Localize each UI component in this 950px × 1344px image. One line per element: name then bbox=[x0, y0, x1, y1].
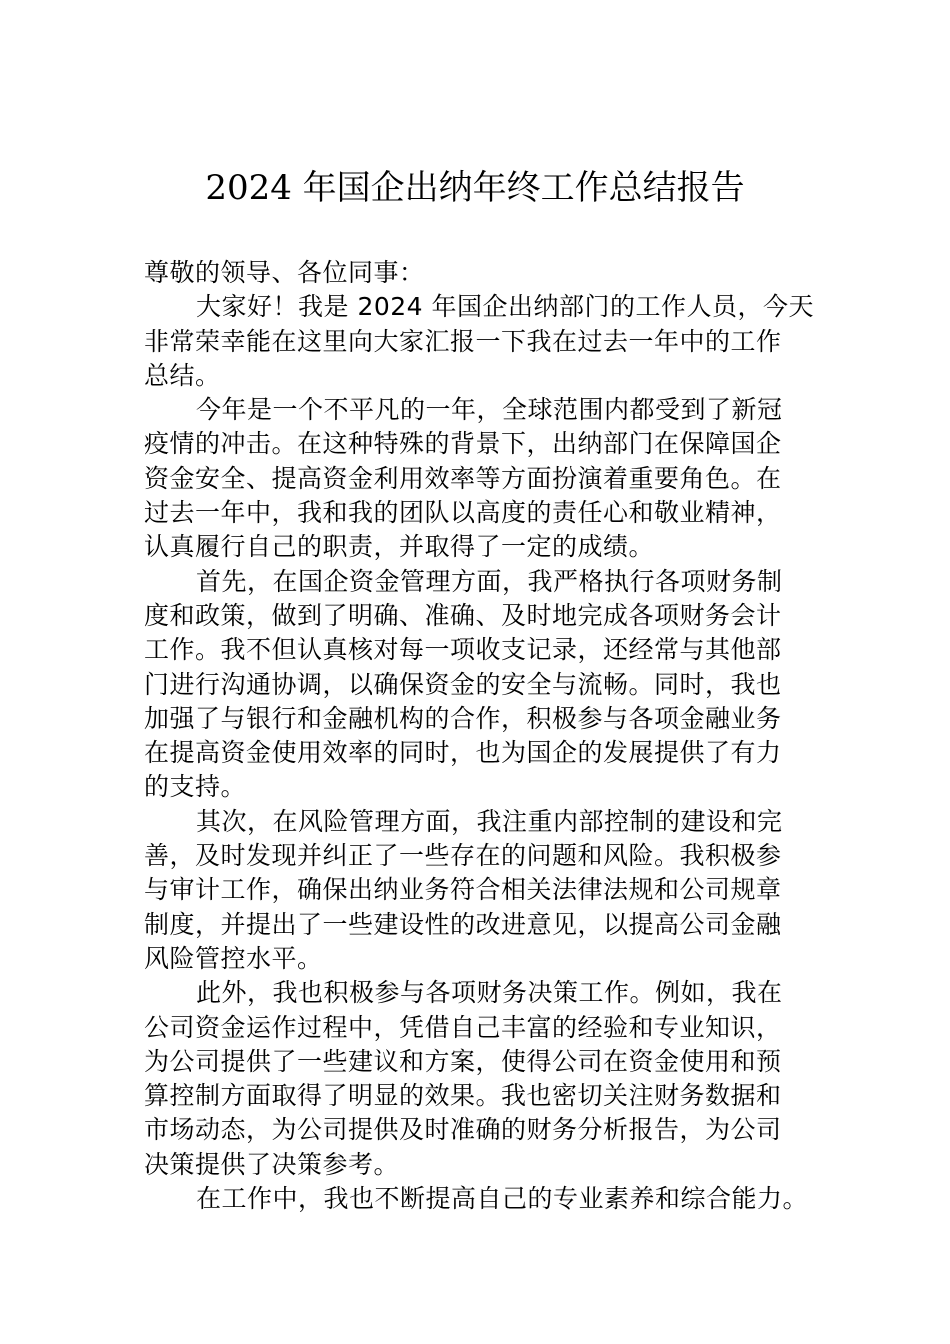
paragraph-line: 大家好！我是 2024 年国企出纳部门的工作人员，今天 bbox=[196, 292, 815, 322]
paragraph bbox=[144, 290, 824, 393]
paragraph-line: 度和政策，做到了明确、准确、及时地完成各项财务会计 bbox=[144, 600, 782, 630]
paragraph-line: 为公司提供了一些建议和方案，使得公司在资金使用和预 bbox=[144, 1046, 782, 1076]
paragraph-line: 与审计工作，确保出纳业务符合相关法律法规和公司规章 bbox=[144, 875, 782, 905]
paragraph-line: 总结。 bbox=[144, 360, 221, 390]
paragraph-line: 风险管控水平。 bbox=[144, 943, 323, 973]
paragraph-line: 其次，在风险管理方面，我注重内部控制的建设和完 bbox=[196, 806, 783, 836]
paragraph-line: 此外，我也积极参与各项财务决策工作。例如，我在 bbox=[196, 978, 783, 1008]
paragraph-line: 加强了与银行和金融机构的合作，积极参与各项金融业务 bbox=[144, 703, 782, 733]
paragraph bbox=[144, 565, 824, 805]
paragraph-line: 门进行沟通协调，以确保资金的安全与流畅。同时，我也 bbox=[144, 669, 782, 699]
paragraph bbox=[144, 1182, 824, 1216]
paragraph-line: 公司资金运作过程中，凭借自己丰富的经验和专业知识， bbox=[144, 1012, 782, 1042]
paragraph-line: 制度，并提出了一些建设性的改进意见，以提高公司金融 bbox=[144, 909, 782, 939]
paragraph-line: 过去一年中，我和我的团队以高度的责任心和敬业精神， bbox=[144, 498, 782, 528]
greeting: 尊敬的领导、各位同事： bbox=[144, 258, 425, 287]
paragraph-line: 市场动态，为公司提供及时准确的财务分析报告，为公司 bbox=[144, 1115, 782, 1145]
paragraph-line: 决策提供了决策参考。 bbox=[144, 1149, 400, 1179]
paragraph-line: 非常荣幸能在这里向大家汇报一下我在过去一年中的工作 bbox=[144, 326, 782, 356]
paragraph-line: 算控制方面取得了明显的效果。我也密切关注财务数据和 bbox=[144, 1081, 782, 1111]
paragraph-line: 在工作中，我也不断提高自己的专业素养和综合能力。 bbox=[196, 1184, 809, 1214]
paragraph-line: 善，及时发现并纠正了一些存在的问题和风险。我积极参 bbox=[144, 841, 782, 871]
paragraph-line: 认真履行自己的职责，并取得了一定的成绩。 bbox=[144, 532, 655, 562]
paragraph bbox=[144, 805, 824, 976]
paragraph bbox=[144, 393, 824, 564]
paragraph-line: 工作。我不但认真核对每一项收支记录，还经常与其他部 bbox=[144, 635, 782, 665]
paragraph-line: 的支持。 bbox=[144, 772, 247, 802]
document-body bbox=[144, 256, 824, 1216]
document-title: 2024 年国企出纳年终工作总结报告 bbox=[205, 168, 745, 208]
paragraph-line: 首先，在国企资金管理方面，我严格执行各项财务制 bbox=[196, 566, 783, 596]
paragraph bbox=[144, 976, 824, 1182]
paragraph-line: 今年是一个不平凡的一年，全球范围内都受到了新冠 bbox=[196, 395, 783, 425]
paragraph-line: 资金安全、提高资金利用效率等方面扮演着重要角色。在 bbox=[144, 463, 782, 493]
paragraph-line: 疫情的冲击。在这种特殊的背景下，出纳部门在保障国企 bbox=[144, 429, 782, 459]
paragraph-line: 在提高资金使用效率的同时，也为国企的发展提供了有力 bbox=[144, 738, 782, 768]
